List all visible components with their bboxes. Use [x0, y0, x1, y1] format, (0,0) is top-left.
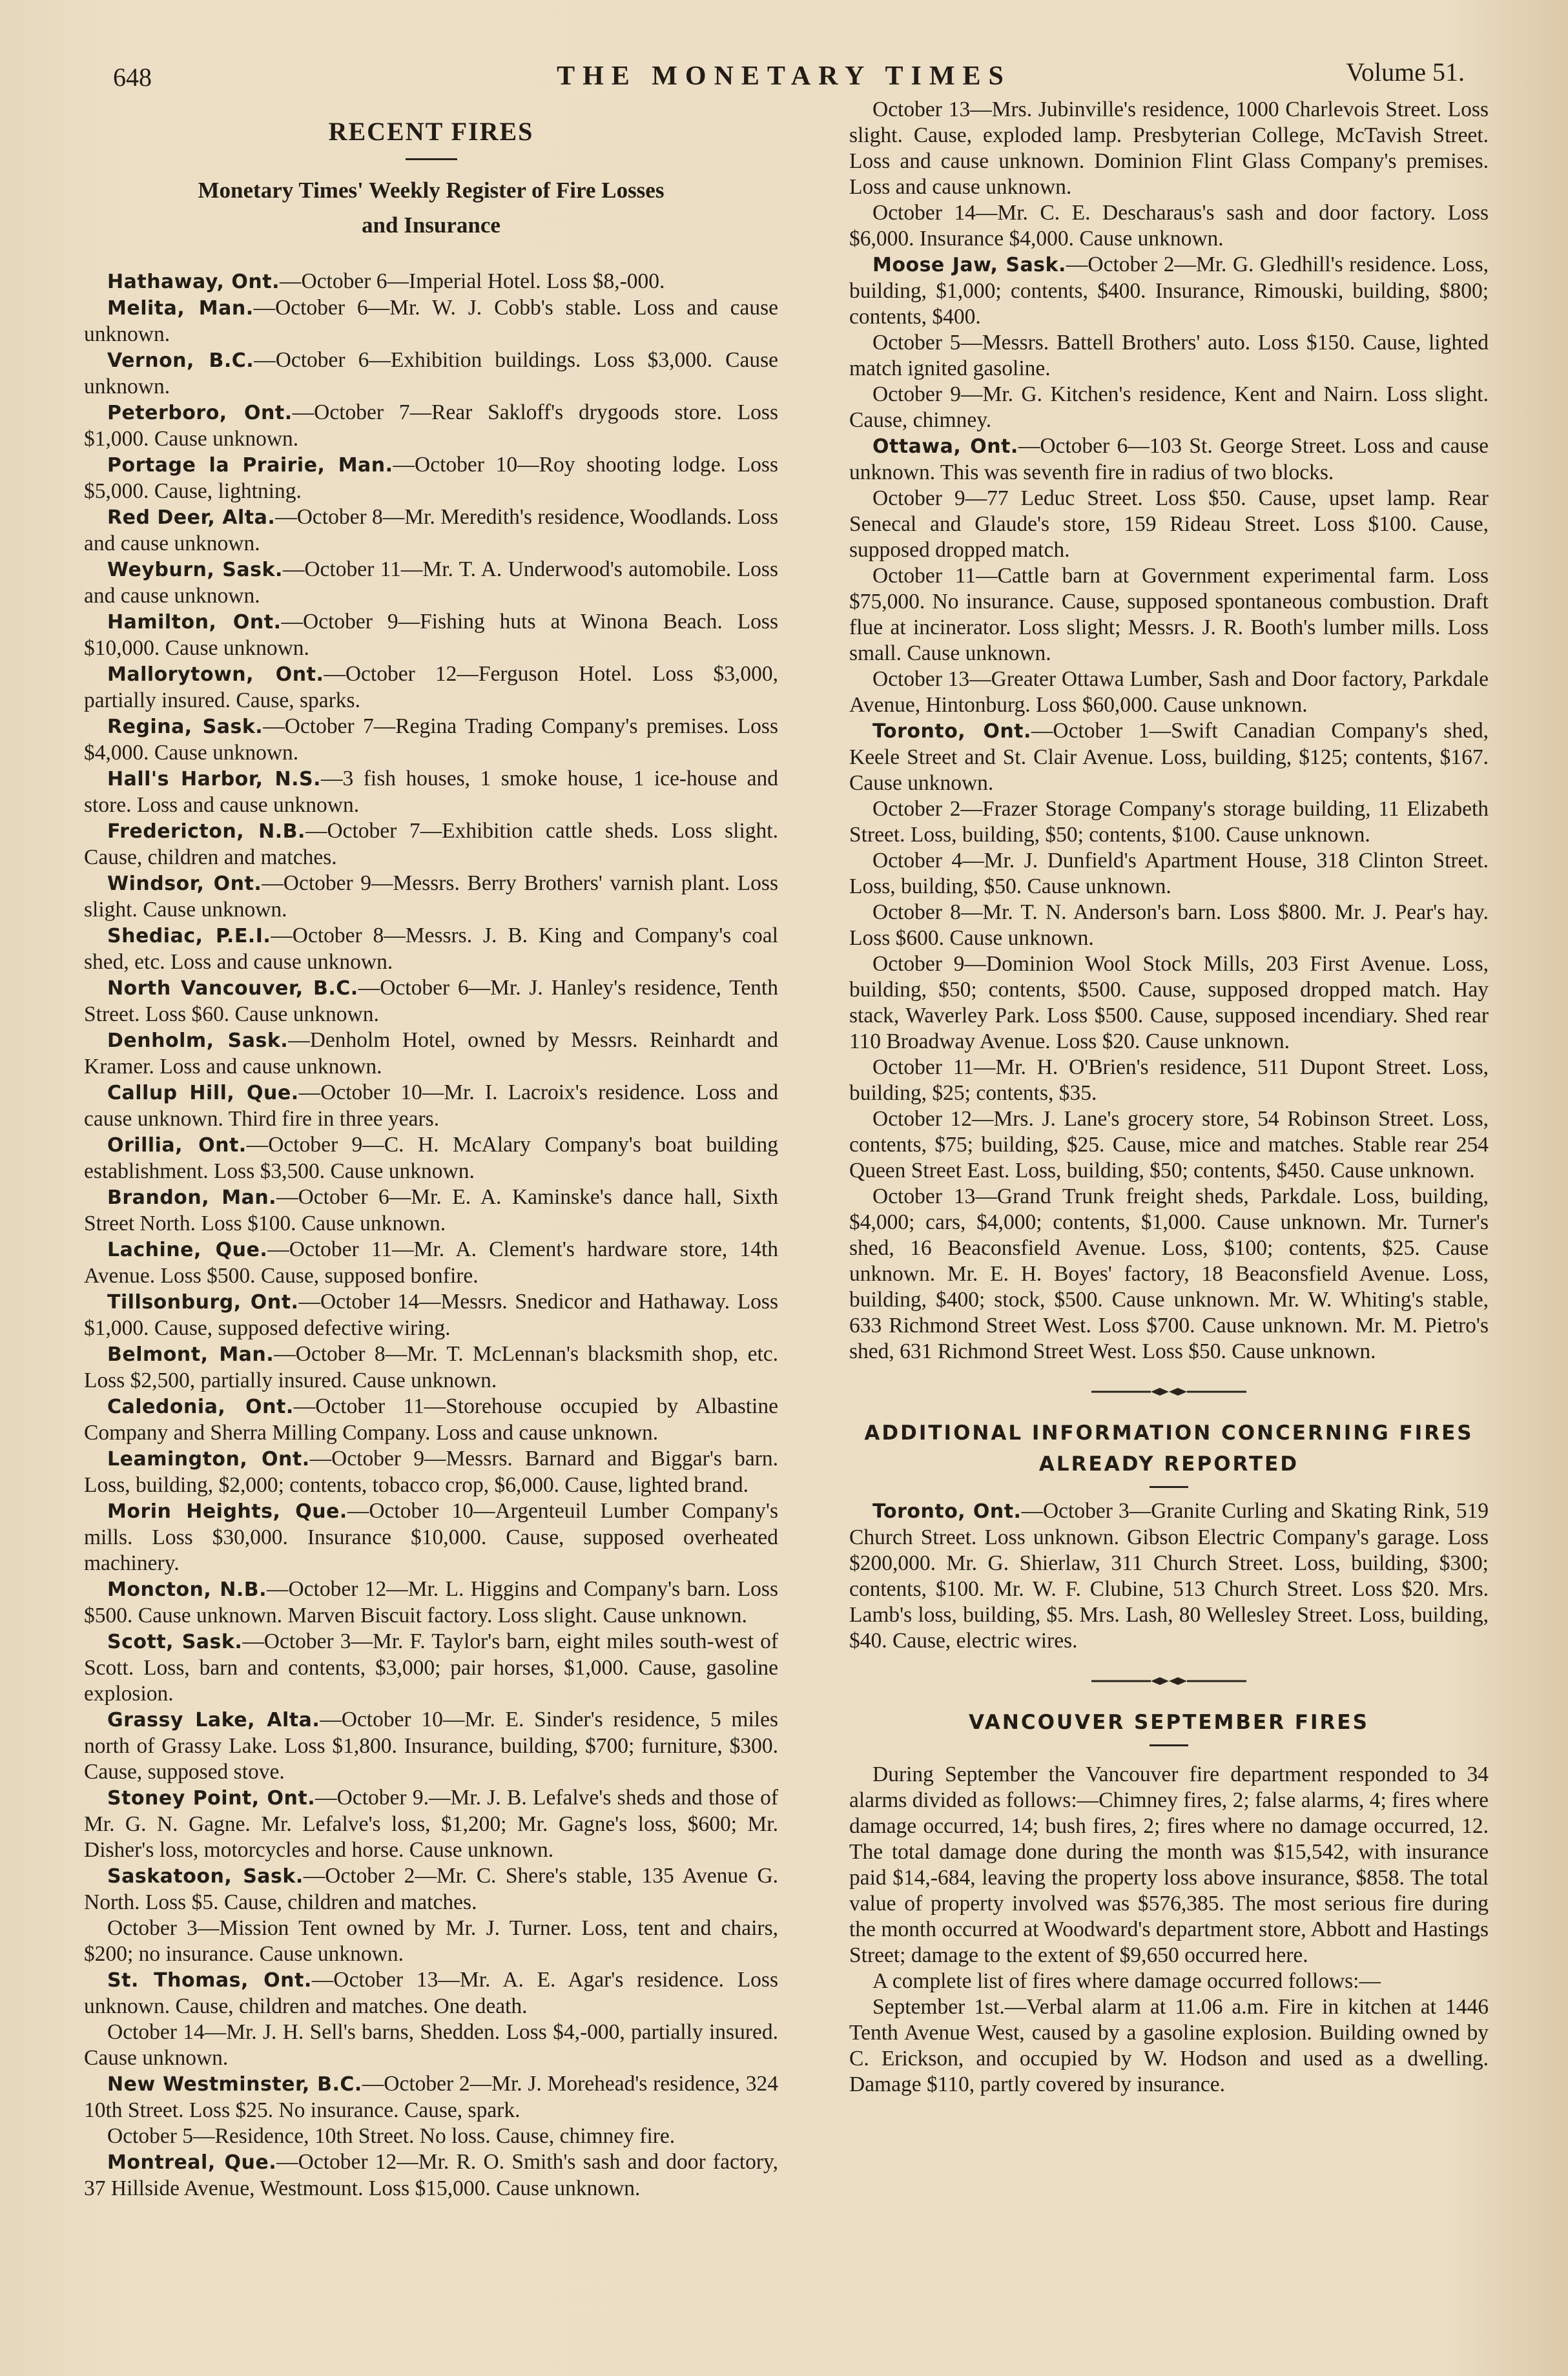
fire-entry	[84, 923, 778, 975]
entry-place: Morin Heights, Que.	[107, 1500, 347, 1523]
entry-place: Montreal, Que.	[107, 2151, 277, 2174]
entry-text: —Denholm Hotel, owned by Messrs. Reinhardt and Kramer. Loss and cause unknown.	[84, 1028, 778, 1079]
entry-text: —October 12—Mr. R. O. Smith's sash and door factory, 37 Hillside Avenue, Westmount. Loss $15,000. Cause unknown.	[84, 2150, 778, 2200]
entry-place: Moncton, N.B.	[107, 1578, 267, 1601]
fire-entry	[849, 200, 1489, 252]
entry-place: Lachine, Que.	[107, 1239, 268, 1261]
entry-text: —October 11—Mr. T. A. Underwood's automobile. Loss and cause unknown.	[84, 557, 778, 608]
fire-entry	[84, 661, 778, 714]
entry-place: Red Deer, Alta.	[107, 506, 276, 529]
right-column	[849, 97, 1489, 2098]
fire-entry	[849, 97, 1489, 200]
entry-text: October 13—Grand Trunk freight sheds, Parkdale. Loss, building, $4,000; cars, $4,000; contents, $1,000. Cause unknown. Mr. Turner's shed, 16 Beaconsfield Avenue. Loss, $100; contents, $25. Cause unknown. Mr. E. H. Boyes' factory, 18 Beaconsfield Avenue. Loss, building, $400; stock, $500. Cause unknown. Mr. W. Whiting's stable, 633 Richmond Street West. Loss $700. Cause unknown. Mr. M. Pietro's shed, 631 Richmond Street West. Loss $50. Cause unknown.	[849, 1184, 1489, 1363]
entry-text: —October 10—Mr. I. Lacroix's residence. Loss and cause unknown. Third fire in three years.	[84, 1080, 778, 1131]
heading-rule	[1150, 1486, 1188, 1488]
fire-entry	[849, 1106, 1489, 1184]
entry-text: —October 6—Mr. W. J. Cobb's stable. Loss and cause unknown.	[84, 296, 778, 346]
fire-entry	[84, 269, 778, 295]
fire-entry	[84, 1629, 778, 1707]
recent-fires-heading: RECENT FIRES	[328, 117, 534, 146]
fire-entry	[849, 718, 1489, 796]
entry-text: —October 9—Fishing huts at Winona Beach. Loss $10,000. Cause unknown.	[84, 610, 778, 660]
entry-place: Moose Jaw, Sask.	[872, 254, 1066, 276]
entry-text: —October 3—Granite Curling and Skating Rink, 519 Church Street. Loss unknown. Gibson Electric Company's garage. Loss $200,000. Mr. G. Shierlaw, 311 Church Street. Loss, building, $300; contents, $100. Mr. W. F. Clubine, 513 Church Street. Loss $20. Mrs. Lamb's loss, building, $5. Mrs. Lash, 80 Wellesley Street. Loss, building, $40. Cause, electric wires.	[849, 1499, 1489, 1653]
entry-place: Saskatoon, Sask.	[107, 1865, 304, 1888]
additional-info-section	[849, 1418, 1489, 1654]
entry-text: —October 6—103 St. George Street. Loss and cause unknown. This was seventh fire in radius of two blocks.	[849, 434, 1489, 484]
fire-register-continued	[849, 97, 1489, 1365]
fire-entry	[84, 504, 778, 557]
fire-entry	[84, 1785, 778, 1863]
entry-text: —October 9—C. H. McAlary Company's boat building establishment. Loss $3,500. Cause unknown.	[84, 1133, 778, 1183]
entry-text: October 5—Residence, 10th Street. No loss. Cause, chimney fire.	[107, 2124, 676, 2148]
entry-text: —October 11—Mr. A. Clement's hardware store, 14th Avenue. Loss $500. Cause, supposed bonfire.	[84, 1237, 779, 1288]
fire-entry	[849, 666, 1489, 718]
section-divider	[849, 1676, 1489, 1686]
fire-entry	[849, 900, 1489, 951]
section-divider	[849, 1387, 1489, 1397]
fire-entry	[84, 818, 778, 871]
entry-place: Melita, Man.	[107, 297, 254, 320]
fire-entry	[84, 714, 778, 766]
entry-place: Callup Hill, Que.	[107, 1082, 299, 1104]
subtitle-line-1: Monetary Times' Weekly Register of Fire Losses	[198, 178, 665, 203]
entry-place: Windsor, Ont.	[107, 873, 262, 895]
entry-text: October 13—Mrs. Jubinville's residence, 1000 Charlevois Street. Loss slight. Cause, exploded lamp. Presbyterian College, McTavish Street. Loss and cause unknown. Dominion Flint Glass Company's premises. Loss and cause unknown.	[849, 98, 1489, 199]
entry-text: October 11—Cattle barn at Government experimental farm. Loss $75,000. No insurance. Cause, supposed spontaneous combustion. Draft flue at incinerator. Loss slight; Messrs. J. R. Booth's lumber mills. Loss small. Cause unknown.	[849, 564, 1489, 665]
fire-entry	[84, 1967, 778, 2020]
fire-entry	[84, 609, 778, 661]
entry-place: Mallorytown, Ont.	[107, 663, 324, 686]
entry-place: Toronto, Ont.	[872, 720, 1031, 743]
additional-info-heading	[849, 1418, 1489, 1480]
entry-text: October 11—Mr. H. O'Brien's residence, 511 Dupont Street. Loss, building, $25; contents, $35.	[849, 1055, 1489, 1105]
entry-place: Weyburn, Sask.	[107, 559, 283, 581]
entry-place: Peterboro, Ont.	[107, 402, 293, 424]
entry-place: Orillia, Ont.	[107, 1134, 247, 1157]
entry-text: —October 9—Messrs. Berry Brothers' varnish plant. Loss slight. Cause unknown.	[84, 871, 778, 922]
additional-info-heading-line-1: ADDITIONAL INFORMATION CONCERNING FIRES	[864, 1421, 1474, 1445]
volume-label: Volume 51.	[1346, 57, 1465, 87]
fire-entry	[84, 1498, 778, 1576]
page-number: 648	[113, 63, 152, 92]
entry-text: —October 12—Mr. L. Higgins and Company's barn. Loss $500. Cause unknown. Marven Biscuit factory. Loss slight. Cause unknown.	[84, 1577, 778, 1627]
fire-entry	[84, 1080, 778, 1132]
fire-entry	[84, 1707, 778, 1785]
entry-place: Toronto, Ont.	[872, 1500, 1022, 1523]
entry-place: Ottawa, Ont.	[872, 435, 1018, 458]
fire-entry	[849, 433, 1489, 486]
entry-text: —October 6—Mr. E. A. Kaminske's dance hall, Sixth Street North. Loss $100. Cause unknown.	[84, 1185, 778, 1235]
fire-entry	[849, 796, 1489, 848]
vancouver-report	[849, 1762, 1489, 2098]
fire-entry	[849, 1184, 1489, 1365]
left-column	[84, 97, 778, 2202]
subtitle-line-2: and Insurance	[362, 212, 500, 238]
fire-entry	[84, 452, 778, 504]
vancouver-section	[849, 1707, 1489, 2098]
entry-place: Tillsonburg, Ont.	[107, 1291, 299, 1314]
entry-text: —October 11—Storehouse occupied by Albastine Company and Sherra Milling Company. Loss and cause unknown.	[84, 1394, 778, 1445]
entry-text: —October 6—Exhibition buildings. Loss $3,000. Cause unknown.	[84, 348, 779, 398]
fire-entry	[849, 330, 1489, 382]
entry-place: North Vancouver, B.C.	[107, 977, 358, 1000]
entry-text: —October 6—Imperial Hotel. Loss $8,-000.	[280, 269, 665, 293]
entry-text: —October 12—Ferguson Hotel. Loss $3,000, partially insured. Cause, sparks.	[84, 662, 778, 712]
fire-entry	[849, 848, 1489, 900]
entry-text: —October 7—Exhibition cattle sheds. Loss slight. Cause, children and matches.	[84, 819, 778, 869]
vancouver-heading: VANCOUVER SEPTEMBER FIRES	[969, 1711, 1369, 1734]
fire-entry	[84, 2020, 778, 2071]
entry-text: —October 2—Mr. G. Gledhill's residence. Loss, building, $1,000; contents, $400. Insurance, Rimouski, building, $800; contents, $400.	[849, 253, 1489, 329]
entry-text: October 4—Mr. J. Dunfield's Apartment House, 318 Clinton Street. Loss, building, $50. Cause unknown.	[849, 849, 1489, 898]
entry-text: October 2—Frazer Storage Company's storage building, 11 Elizabeth Street. Loss, building, $50; contents, $100. Cause unknown.	[849, 797, 1489, 847]
entry-text: —October 6—Mr. J. Hanley's residence, Tenth Street. Loss $60. Cause unknown.	[84, 976, 778, 1026]
entry-place: Brandon, Man.	[107, 1186, 277, 1209]
entry-text: —October 1—Swift Canadian Company's shed, Keele Street and St. Clair Avenue. Loss, building, $125; contents, $167. Cause unknown.	[849, 719, 1489, 795]
heading-rule	[1150, 1744, 1188, 1746]
fire-entry	[84, 2123, 778, 2149]
fire-entry	[84, 1028, 778, 1080]
register-subtitle	[84, 173, 778, 243]
fire-entry	[84, 1132, 778, 1184]
entry-place: Denholm, Sask.	[107, 1029, 289, 1052]
fire-entry	[84, 295, 778, 347]
entry-text: October 5—Messrs. Battell Brothers' auto. Loss $150. Cause, lighted match ignited gasoline.	[849, 331, 1489, 380]
fire-entry	[849, 382, 1489, 433]
entry-text: October 14—Mr. J. H. Sell's barns, Shedden. Loss $4,-000, partially insured. Cause unknown.	[84, 2020, 778, 2070]
fire-entry	[84, 1237, 778, 1289]
fire-entry	[84, 1341, 778, 1394]
entry-place: Regina, Sask.	[107, 716, 263, 738]
entry-place: Belmont, Man.	[107, 1343, 274, 1366]
fire-entry	[84, 2071, 778, 2123]
fire-entry	[849, 563, 1489, 666]
entry-text: —October 14—Messrs. Snedicor and Hathaway. Loss $1,000. Cause, supposed defective wiring.	[84, 1290, 778, 1340]
entry-text: October 8—Mr. T. N. Anderson's barn. Loss $800. Mr. J. Pear's hay. Loss $600. Cause unknown.	[849, 900, 1489, 950]
entry-text: —October 8—Mr. T. McLennan's blacksmith shop, etc. Loss $2,500, partially insured. Cause unknown.	[84, 1342, 778, 1392]
entry-text: —October 10—Argenteuil Lumber Company's mills. Loss $30,000. Insurance $10,000. Cause, supposed overheated machinery.	[84, 1499, 778, 1575]
fire-entry	[84, 1916, 778, 1967]
entry-text: —October 10—Mr. E. Sinder's residence, 5 miles north of Grassy Lake. Loss $1,800. Insurance, building, $700; furniture, $300. Cause, supposed stove.	[84, 1708, 778, 1784]
entry-place: Hall's Harbor, N.S.	[107, 768, 322, 790]
fire-register-list	[84, 269, 778, 2202]
fire-entry	[849, 1498, 1489, 1654]
running-title: THE MONETARY TIMES	[557, 61, 1011, 91]
entry-place: Stoney Point, Ont.	[107, 1787, 316, 1810]
fire-entry	[84, 2149, 778, 2202]
fire-entry	[84, 347, 778, 400]
entry-text: —October 9.—Mr. J. B. Lefalve's sheds and those of Mr. G. N. Gagne. Mr. Lefalve's loss, $1,200; Mr. Gagne's loss, $600; Mr. Disher's loss, motorcycles and horse. Cause unknown.	[84, 1786, 779, 1862]
entry-place: Fredericton, N.B.	[107, 820, 305, 843]
entry-place: St. Thomas, Ont.	[107, 1969, 312, 1992]
entry-text: —October 8—Messrs. J. B. King and Company's coal shed, etc. Loss and cause unknown.	[84, 924, 778, 974]
entry-place: Vernon, B.C.	[107, 349, 254, 372]
entry-place: Shediac, P.E.I.	[107, 925, 271, 947]
entry-text: October 9—77 Leduc Street. Loss $50. Cause, upset lamp. Rear Senecal and Glaude's store, 159 Rideau Street. Loss $100. Cause, supposed dropped match.	[849, 486, 1489, 562]
entry-place: Scott, Sask.	[107, 1631, 243, 1653]
fire-entry	[84, 1576, 778, 1629]
entry-place: New Westminster, B.C.	[107, 2073, 362, 2096]
entry-text: —October 7—Regina Trading Company's premises. Loss $4,000. Cause unknown.	[84, 714, 779, 765]
entry-place: Grassy Lake, Alta.	[107, 1709, 320, 1731]
fire-entry	[84, 1446, 778, 1498]
vancouver-paragraph: During September the Vancouver fire department responded to 34 alarms divided as follows:—Chimney fires, 2; false alarms, 4; fires where damage occurred, 14; bush fires, 2; fires where no damage occurred, 12. The total damage done during the month was $15,542, with insurance paid $14,-684, leaving the property loss above insurance, $858. The total value of property involved was $576,385. The most serious fire during the month occurred at Woodward's department store, Abbott and Hastings Street; damage to the extent of $9,650 occurred here.	[849, 1762, 1489, 1967]
entry-text: —October 2—Mr. C. Shere's stable, 135 Avenue G. North. Loss $5. Cause, children and matches.	[84, 1864, 779, 1914]
entry-place: Leamington, Ont.	[107, 1448, 310, 1471]
entry-text: October 14—Mr. C. E. Descharaus's sash and door factory. Loss $6,000. Insurance $4,000. Cause unknown.	[849, 201, 1489, 251]
entry-place: Portage la Prairie, Man.	[107, 454, 393, 477]
fire-entry	[84, 766, 778, 818]
entry-text: —October 2—Mr. J. Morehead's residence, 324 10th Street. Loss $25. No insurance. Cause, spark.	[84, 2072, 779, 2122]
entry-text: —October 13—Mr. A. E. Agar's residence. Loss unknown. Cause, children and matches. One death.	[84, 1968, 778, 2018]
fire-entry	[84, 400, 778, 452]
entry-place: Hathaway, Ont.	[107, 271, 280, 293]
fire-entry	[849, 951, 1489, 1055]
fire-entry	[849, 486, 1489, 563]
entry-text: —October 7—Rear Sakloff's drygoods store. Loss $1,000. Cause unknown.	[84, 400, 778, 451]
fire-entry	[84, 557, 778, 609]
entry-text: —October 8—Mr. Meredith's residence, Woodlands. Loss and cause unknown.	[84, 505, 778, 555]
fire-entry	[84, 975, 778, 1028]
fire-entry	[84, 1394, 778, 1446]
fire-entry	[84, 1863, 778, 1916]
vancouver-paragraph: September 1st.—Verbal alarm at 11.06 a.m. Fire in kitchen at 1446 Tenth Avenue West, caused by a gasoline explosion. Building owned by C. Erickson, and occupied by W. Hodson and used as a dwelling. Damage $110, partly covered by insurance.	[849, 1995, 1489, 2096]
entry-text: —October 9—Messrs. Barnard and Biggar's barn. Loss, building, $2,000; contents, tobacco crop, $6,000. Cause, lighted brand.	[84, 1447, 778, 1497]
entry-text: October 9—Mr. G. Kitchen's residence, Kent and Nairn. Loss slight. Cause, chimney.	[849, 382, 1489, 432]
entry-text: —October 10—Roy shooting lodge. Loss $5,000. Cause, lightning.	[84, 453, 778, 503]
additional-info-heading-line-2: ALREADY REPORTED	[1038, 1452, 1299, 1476]
fire-entry	[849, 252, 1489, 330]
vancouver-paragraph: A complete list of fires where damage occurred follows:—	[872, 1969, 1381, 1993]
entry-place: Caledonia, Ont.	[107, 1396, 294, 1418]
fire-entry	[84, 1184, 778, 1237]
entry-text: —October 3—Mr. F. Taylor's barn, eight miles south-west of Scott. Loss, barn and contents, $3,000; pair horses, $1,000. Cause, gasoline explosion.	[84, 1629, 778, 1706]
fire-entry	[84, 871, 778, 923]
entry-text: —3 fish houses, 1 smoke house, 1 ice-house and store. Loss and cause unknown.	[84, 767, 778, 817]
additional-info-list	[849, 1498, 1489, 1654]
heading-rule	[406, 158, 457, 160]
entry-text: October 9—Dominion Wool Stock Mills, 203 First Avenue. Loss, building, $50; contents, $500. Cause, supposed dropped match. Hay stack, Waverley Park. Loss $500. Cause, supposed incendiary. Shed rear 110 Broadway Avenue. Loss $20. Cause unknown.	[849, 952, 1489, 1053]
entry-text: October 3—Mission Tent owned by Mr. J. Turner. Loss, tent and chairs, $200; no insurance. Cause unknown.	[84, 1916, 778, 1966]
entry-text: October 12—Mrs. J. Lane's grocery store, 54 Robinson Street. Loss, contents, $75; building, $25. Cause, mice and matches. Stable rear 254 Queen Street East. Loss, building, $50; contents, $450. Cause unknown.	[849, 1107, 1489, 1183]
fire-entry	[849, 1055, 1489, 1106]
entry-place: Hamilton, Ont.	[107, 611, 282, 634]
entry-text: October 13—Greater Ottawa Lumber, Sash and Door factory, Parkdale Avenue, Hintonburg. Loss $60,000. Cause unknown.	[849, 667, 1489, 717]
fire-entry	[84, 1289, 778, 1341]
